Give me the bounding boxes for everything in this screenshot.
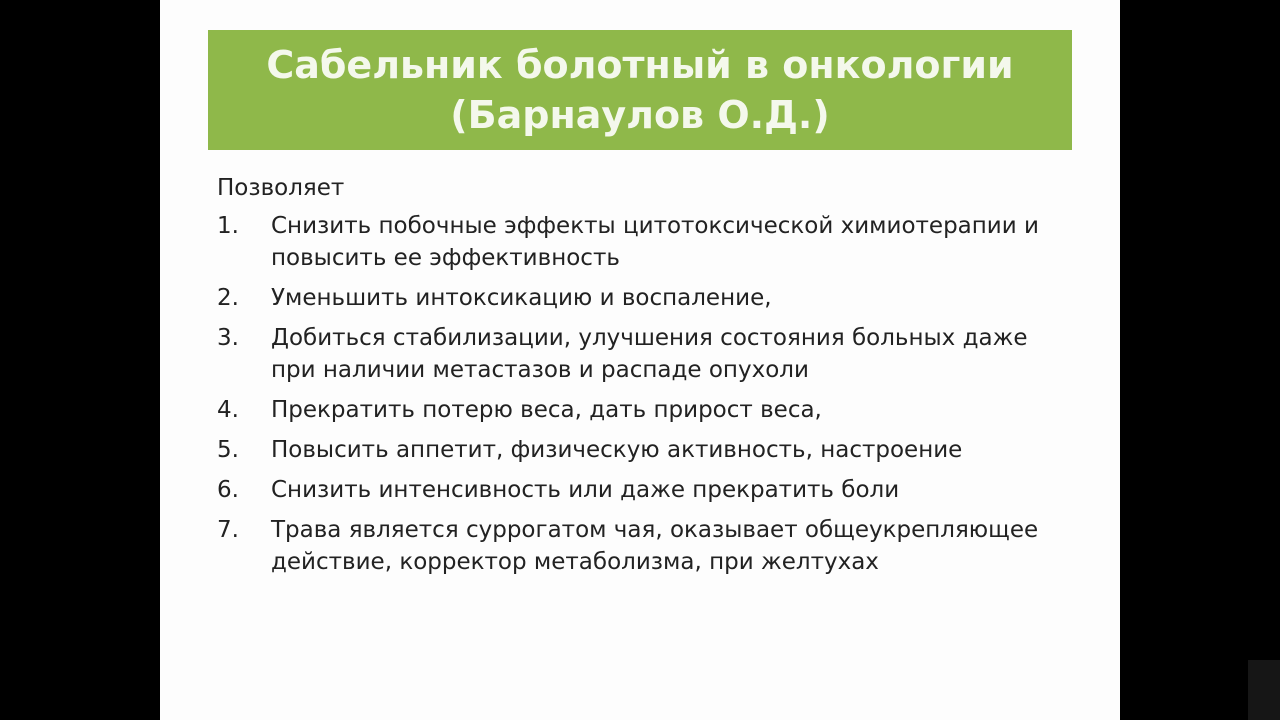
list-item (217, 322, 1077, 386)
list-item-text: Уменьшить интоксикацию и воспаление, (271, 285, 772, 311)
list-item-number: 3. (217, 325, 239, 351)
list-item-text: Повысить аппетит, физическую активность, настроение (271, 437, 963, 463)
list-item (217, 394, 1077, 426)
numbered-list (217, 210, 1077, 578)
list-item (217, 514, 1077, 578)
intro-text: Позволяет (217, 175, 345, 201)
list-item-number: 7. (217, 517, 239, 543)
list-item-text: Трава является суррогатом чая, оказывает общеукрепляющее действие, корректор метаболизма, при желтухах (271, 517, 1039, 575)
list-item-text: Добиться стабилизации, улучшения состояния больных даже при наличии метастазов и распаде опухоли (271, 325, 1028, 383)
list-item-number: 2. (217, 285, 239, 311)
list-item-number: 5. (217, 437, 239, 463)
video-corner-shadow (1248, 660, 1280, 720)
list-item-number: 1. (217, 213, 239, 239)
list-item (217, 474, 1077, 506)
list-item (217, 434, 1077, 466)
presentation-slide (160, 0, 1120, 720)
list-item (217, 282, 1077, 314)
slide-title-author: (Барнаулов О.Д.) (450, 93, 830, 137)
slide-title-banner (208, 30, 1072, 150)
list-item-text: Прекратить потерю веса, дать прирост веса, (271, 397, 822, 423)
slide-title: Сабельник болотный в онкологии (266, 43, 1014, 87)
list-item-text: Снизить интенсивность или даже прекратить боли (271, 477, 900, 503)
list-item (217, 210, 1077, 274)
slide-body (217, 170, 1077, 600)
list-item-number: 4. (217, 397, 239, 423)
list-item-number: 6. (217, 477, 239, 503)
list-item-text: Снизить побочные эффекты цитотоксической химиотерапии и повысить ее эффективность (271, 213, 1039, 271)
